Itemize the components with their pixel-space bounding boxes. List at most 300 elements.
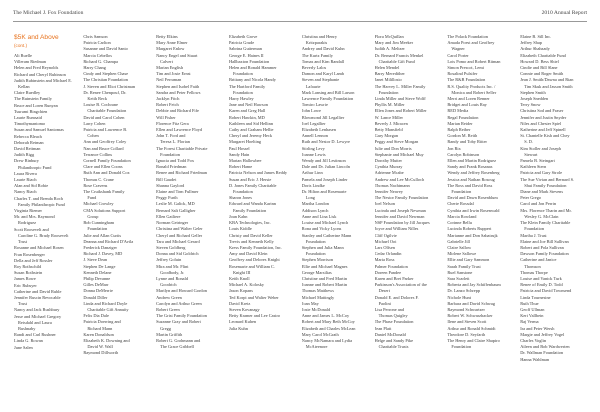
donor-name: Donna DeMerrie <box>83 288 113 294</box>
donor-name: Mirlene Sallowe <box>447 251 477 257</box>
donor-name: Ali Ruelle <box>14 53 32 58</box>
donor-name: Betty Elkins <box>156 34 178 39</box>
donor-name: Mr. and Mrs. Raymond <box>14 214 55 220</box>
donor-name: Renee of Emily D. Todd <box>520 282 563 288</box>
donor-name-continuation: Charitable Foundation <box>87 108 127 114</box>
donor-name: Leslie M. Galick, MD <box>156 201 195 207</box>
donor-name: George Marsilias <box>301 269 332 275</box>
donor-name-continuation: Caroline G. Brady Roosevelt <box>18 232 69 238</box>
donor-name: Flora McQuillan <box>374 34 404 39</box>
donor-name-continuation: Rodriguez <box>18 220 37 226</box>
donor-name: Joan May <box>301 300 319 306</box>
donor-name: Ellen Gatliere <box>156 213 181 219</box>
donor-name: Blowmond Jill Legallier <box>301 114 345 120</box>
donor-name: Thomas Thorpe <box>520 269 548 275</box>
donor-name: Dorothy Mutter <box>374 158 402 164</box>
donor-name: Cindie and Bill Slane <box>520 65 558 71</box>
donor-name: Larry Cohen <box>83 120 106 126</box>
donor-name: Linda G. Rowan <box>14 338 43 344</box>
donor-name: Joanne Lewis <box>301 151 326 157</box>
donor-name: Stirling Levy <box>301 145 325 151</box>
donor-name-continuation: Trust <box>18 239 28 245</box>
donor-name: Richard J. Davey, MD <box>83 251 123 257</box>
donor-name: Virginia Riemer <box>14 208 43 214</box>
donor-name-continuation: Trust <box>18 301 28 307</box>
donor-name: Suzanne Gray and Robert <box>156 319 201 325</box>
donor-name: Stephanie and Michael Muy <box>374 151 424 157</box>
donor-name: Tsurumi Bingchien <box>14 108 48 114</box>
donor-name: Cindy and Stephen Chase <box>83 71 129 77</box>
donor-name: Villeram Riedman <box>14 59 46 65</box>
donor-name: Lisa Perrone and <box>374 306 405 312</box>
donor-name: Karen and Greg Hall <box>228 108 266 114</box>
donor-name: Joan Kahn <box>228 213 248 219</box>
donor-name: Sandy Hain <box>228 151 250 157</box>
donor-name: Linda Miller and Steve Wolff <box>374 96 426 102</box>
donor-name: Dr. Lanzo Schrepp <box>447 288 481 294</box>
donor-name: Kress Family Foundation, Inc. <box>228 244 282 250</box>
donor-name: Jennifer and David Newman <box>374 213 425 219</box>
donor-name: Helen and Ronald Hammer <box>228 65 277 71</box>
donor-name: Elaine and Joe Bill Sullivan <box>520 238 569 244</box>
donor-name: The Sue Vivian and Bernard S. <box>520 176 575 182</box>
donor-name: Geoff Ullman <box>520 306 545 312</box>
donor-name-continuation: Reisdahl and Laura <box>18 319 52 325</box>
donor-name-continuation: Foundation <box>232 71 253 77</box>
donor-name: Susan and Eric J. Hersie <box>228 176 272 182</box>
donor-name: Sabrina Gutterman <box>228 46 262 52</box>
donor-name: Rebecca Bleach <box>14 133 42 139</box>
donor-name-continuation: McAteenore <box>305 344 328 350</box>
donor-name: Scott Roosevelt and <box>14 226 49 232</box>
donor-name: Ellie and Gary Sammon <box>447 257 490 263</box>
donor-name: Alan and Sid Robie <box>14 183 49 189</box>
donor-name: Thomas Nachtmann <box>374 182 410 188</box>
donor-name: Cynthia Murray <box>374 164 403 170</box>
donor-name: Sara Scarlett <box>447 275 470 281</box>
donor-name: Betty Mansfield <box>374 127 403 133</box>
donor-name: David and Carol Cohen <box>83 114 125 120</box>
donor-name: June Salen <box>14 344 33 350</box>
donor-name: Nan and Bruce Collard <box>83 145 124 151</box>
donor-name: Ralph Reiber <box>447 127 471 133</box>
donor-name: Martin Griffith <box>156 331 183 337</box>
donor-name-continuation: Desert <box>378 288 390 294</box>
donor-name: Debbie and Richard Fife <box>156 108 199 114</box>
donor-name: Jeffrey Goluin <box>156 257 182 263</box>
donor-name: Katherine and Jeff Spinell <box>520 127 566 133</box>
donor-name: Helen Mendel <box>374 65 400 71</box>
donor-name: Jeffrey Shap <box>520 40 542 46</box>
donor-name: Louise and Michael Lynch <box>301 220 349 226</box>
header-rule <box>13 21 587 22</box>
donor-name: Will Fisher <box>156 114 176 120</box>
report-title: 2010 Annual Report <box>541 10 587 16</box>
donor-name: Patricia and Gary Strole <box>520 170 563 176</box>
donor-name: Theodore D. Seyfarth <box>447 331 486 337</box>
donor-name: Bill Gaudet <box>156 176 177 182</box>
donor-name-continuation: Foundation <box>378 89 399 95</box>
donor-column <box>229 34 297 406</box>
donor-name: Bridget and Louis Ray <box>447 102 487 108</box>
donor-name: Ignacia and Todd Fox <box>156 158 194 164</box>
donor-name: Dale and Dr. Julian Lincoln <box>301 164 350 170</box>
donor-name: Mary and Jim Meeker <box>374 40 414 46</box>
donor-name: The Polack Foundation <box>447 34 488 39</box>
donor-name: Joseph Snedden <box>520 96 549 102</box>
section-heading: $5K and Above <box>14 34 59 41</box>
donor-name-continuation: Thomson <box>524 263 541 269</box>
donor-name: NSP Foundation by Jill Jacques <box>374 220 430 226</box>
donor-name: The Cruikshank Family <box>83 189 125 195</box>
donor-name-continuation: Foundation <box>451 189 472 195</box>
donor-name: Martha J. Trust <box>520 232 547 238</box>
donor-name: Jessica and Nathan Rosoug <box>447 176 495 182</box>
donor-name: Stanley and Catherine Mann <box>301 232 352 238</box>
donor-name: Kenneth Delane <box>83 269 112 275</box>
donor-name-continuation: Charitable Trusts <box>378 344 409 350</box>
donor-name: The Christian Foundation <box>83 77 128 83</box>
donor-name-continuation: Tim Skuk and Jasson Smith <box>524 83 573 89</box>
donor-name: The Phase Foundation <box>374 319 414 325</box>
donor-name: Julie and Don Morris <box>374 145 412 151</box>
donor-name: Joanne and Robert Martin <box>301 282 348 288</box>
donor-name: Claire Ruedley <box>14 90 41 96</box>
donor-name: Drew Rinbury <box>14 158 39 164</box>
donor-name: Marian Hallowbee <box>228 158 262 164</box>
donor-name: Linda and Richard Doyle <box>83 300 128 306</box>
donor-name: The Henry and Claire Shapiro <box>447 337 500 343</box>
donor-name: Roberta and Jay Schiffenbaum <box>447 282 501 288</box>
donor-name: Anne and James L. McCoy <box>301 313 350 319</box>
donor-name: Tara and Michael Gerard <box>156 238 200 244</box>
donor-name: Patricia and Lawrence B. <box>83 127 128 133</box>
donor-name-continuation: Kritzparakis <box>305 40 328 46</box>
donor-name-continuation: S. D. <box>524 139 534 145</box>
donor-name: Ira and Peter Wersh <box>520 325 555 331</box>
donor-name: Helge and Sandy Pike <box>374 337 414 343</box>
donor-name: Beverly Lalos <box>301 65 327 71</box>
donor-name: Mary Anne Elmer <box>156 40 188 46</box>
donor-name: Raymond Dillworth <box>83 350 119 356</box>
donor-name: Nancy and Jack Rushbury <box>14 307 60 313</box>
donor-name: Beverly J. Miracen <box>374 120 408 126</box>
donor-name: Merri and Loren Renner <box>447 96 490 102</box>
donor-column <box>83 34 151 406</box>
donor-name: Parkinson's Association of the <box>374 282 427 288</box>
donor-name: Gilles DeMarr <box>83 282 109 288</box>
donor-name: Harry Hawley <box>228 96 254 102</box>
donor-name: Louis Kiddle <box>228 226 252 232</box>
donor-name: George E. Haines II <box>228 52 264 58</box>
donor-name: Judith Rigg <box>14 152 35 158</box>
donor-name: Marcia Cebellos <box>83 52 112 58</box>
donor-name: Steven Goldberg <box>156 244 186 250</box>
donor-name: Ilene and Steven Scott <box>447 319 487 325</box>
donor-columns <box>14 34 588 406</box>
donor-name: Ellie and Michael Magnes <box>301 263 348 269</box>
donor-name: Andrey and David Kuhn <box>301 46 345 52</box>
donor-name: Hallbaxton Foundation <box>228 58 270 64</box>
donor-name: Louise and Vanick Turk <box>520 275 562 281</box>
donor-name: Bernard Salt Galligher <box>156 207 196 213</box>
donor-name: Robert W. Schwarzhacker <box>447 313 493 319</box>
donor-column <box>14 34 78 406</box>
donor-name: The Nestor Family Foundation <box>374 195 429 201</box>
donor-name: Wendy and Jeffrey Rosenberg <box>447 170 500 176</box>
donor-name: Anne and Lina Lisk <box>301 213 337 219</box>
donor-name: Robert Hame <box>228 164 253 170</box>
donor-name: Claire Sallow <box>447 244 472 250</box>
donor-name: Kim Stoller and Joseph <box>520 145 561 151</box>
donor-name: Karen Donaldson <box>83 331 114 337</box>
organization-name: The Michael J. Fox Foundation <box>13 10 84 16</box>
donor-name: RED Media <box>447 108 469 114</box>
donor-name: Dawson Family Foundation <box>520 251 569 257</box>
donor-name: Christy and David Keller <box>228 232 273 238</box>
donor-name: Lucinda Roberts Ruppert <box>447 226 492 232</box>
donor-name: Catherine and David Ruble <box>14 288 62 294</box>
donor-name: Lynne and Ronald <box>156 275 188 281</box>
donor-name: Nancy McNamara and Lydia <box>301 337 353 343</box>
donor-name: Michael Mattingly <box>301 294 335 300</box>
donor-name: Elaine B. Sill Inc. <box>520 34 552 39</box>
donor-name-continuation: Foundation <box>451 344 472 350</box>
donor-name-continuation: Goodbody, Jr. <box>160 269 185 275</box>
donor-name: Catherine and Janice <box>520 257 557 263</box>
donor-name: Ellen and Lawrence Floyd <box>156 127 203 133</box>
donor-name: Charles Voglin <box>520 337 546 343</box>
donor-name: Adrienne Mcabe <box>374 170 404 176</box>
donor-name: Julia Kuhn <box>228 325 248 331</box>
donor-name: Christine and Fred Martin <box>301 275 348 281</box>
donor-name: W. Lance Miller <box>374 114 404 120</box>
donor-name: Barbara and David Schwag <box>447 300 496 306</box>
donor-name: David and Dawn Rosenblum <box>447 195 498 201</box>
donor-name: Margie and Jeffrey Vogel <box>520 331 565 337</box>
section-subhead: (cont.) <box>14 43 28 48</box>
donor-name: Dr. Renee Chenpouf, Dr. <box>83 89 127 95</box>
donor-name: Donald Diller <box>83 294 108 300</box>
donor-name: Brittany and Nicola Handy <box>228 77 276 83</box>
donor-name: Jane and Neil Hawson <box>228 102 268 108</box>
donor-name: Elizabeth Grove <box>228 34 258 39</box>
donor-name: Susanne and David Santo <box>83 46 128 52</box>
donor-name: Lucinda and Joseph Newman <box>374 207 426 213</box>
donor-name: Sandra and Peter Fellows <box>156 89 201 95</box>
donor-name-continuation: Bushnaby <box>18 325 36 331</box>
donor-name: Helen and Fred Reynolds <box>14 65 59 71</box>
donor-name: Laurie Rumsaid <box>14 115 42 121</box>
donor-name: Lois Pomo and Robert Ritman <box>447 58 501 64</box>
donor-name: Laurie Riach <box>14 177 37 183</box>
donor-name: The Harvey L. Miller Family <box>374 83 426 89</box>
donor-name: Rosemarie and William C. <box>228 263 276 269</box>
donor-name: Sharon Jones <box>228 195 252 201</box>
donor-name: Joel Legallier <box>301 120 326 126</box>
donor-name: Raj Verma <box>520 319 539 325</box>
donor-name: Terrance Collins <box>83 151 113 157</box>
donor-name: Arthur Linn <box>301 170 323 176</box>
donor-name: Judith A. Meltzer <box>374 46 405 52</box>
donor-name: J. Steve Dean <box>83 257 108 263</box>
donor-name: The Kurtz Family <box>301 52 333 58</box>
donor-name: Cathy and Graham Hellie <box>228 127 274 133</box>
donor-name: Peggy and Steve Morgan <box>374 139 419 145</box>
donor-name: Felix Dia Dale <box>83 313 109 319</box>
donor-name: Shanna Gaylord <box>156 182 185 188</box>
donor-name: Harry Chang <box>83 65 106 71</box>
donor-name: Tomiro Lawrie <box>301 102 328 108</box>
donor-name: Ted Korpi and Walter Weber <box>228 294 279 300</box>
donor-name: Karen and Bret Parker <box>374 275 414 281</box>
donor-name: Niles and Chester Spiel <box>520 120 562 126</box>
donor-name: Stephen Smith <box>520 89 546 95</box>
donor-name: Michael Crowley <box>83 201 114 207</box>
donor-name: Amy and David Klein <box>228 251 268 257</box>
donor-column <box>520 34 588 406</box>
donor-name: The Grist Family Foundation <box>156 313 207 319</box>
donor-name: Stephen and Isobel Faith <box>156 83 200 89</box>
donor-name: Louise B. Cochrane <box>83 102 118 108</box>
donor-name: Dr. Bernard Francis Menkel <box>374 52 424 58</box>
donor-name: Terry Snow <box>520 102 541 108</box>
donor-name: Ronald Friedman <box>156 164 187 170</box>
donor-name: Kathleen and Sid Hellinn <box>228 120 273 126</box>
donor-name: Jean J. Smith/Dawna and Rian <box>520 77 574 83</box>
donor-name: Elizabeth Charitable Fund <box>520 52 566 58</box>
donor-name-continuation: Fund <box>87 195 97 201</box>
donor-name: Nichole Hunt <box>447 294 471 300</box>
donor-name: John T. Ford and <box>156 133 186 139</box>
donor-name: Maria Ross <box>374 257 395 263</box>
donor-name: Gabrielle Jill <box>447 238 470 244</box>
donor-name-continuation: Thomas Quigley <box>378 313 408 319</box>
donor-name: Hanna Wahlman <box>520 356 550 362</box>
donor-name: Arthur and Ronald Schmidt <box>447 325 496 331</box>
donor-name: Michael A. Kolosky <box>228 282 265 288</box>
donor-name: Jason Kopans <box>228 288 253 294</box>
donor-name: Tim and Josie Ernst <box>156 71 191 77</box>
donor-name: Mary Carol McGrath <box>301 331 339 337</box>
donor-name: Patricia Doerring and <box>83 319 121 325</box>
donor-name: Annell Lennon <box>301 133 328 139</box>
donor-name-continuation: Foundation <box>524 226 544 232</box>
donor-name: Cheryl and Jeremy Heck <box>228 133 273 139</box>
donor-name: David Kretz <box>228 300 251 306</box>
donor-name: Fran Rosenberger <box>14 251 45 257</box>
donor-name: Rona and Vicky Lyons <box>301 226 342 232</box>
donor-name: Stephen Morrison <box>301 257 334 263</box>
donor-name: Stephen De Lange <box>83 263 116 269</box>
donor-name: Gordon M. Reith <box>447 133 478 139</box>
donor-name: Rose Cravens <box>83 182 108 188</box>
donor-name: Marianne and Don Sabatrujk <box>447 232 498 238</box>
donor-name: Jacklyn Fitch <box>156 96 180 102</box>
donor-name: Cherie Rossdal <box>447 201 474 207</box>
donor-name-continuation: Calvert <box>160 58 173 64</box>
donor-name: Daniel McDonald <box>374 331 406 337</box>
donor-name: Josie McDonald <box>301 306 331 312</box>
donor-name: Barry Meredither <box>374 71 405 77</box>
donor-name: Keith Knoll <box>228 275 250 281</box>
donor-name: Ann and Geoffrey Coley <box>83 139 127 145</box>
donor-name: Trevis and Kenneth Kelly <box>228 238 274 244</box>
donor-name: Sarah Family Trust <box>447 263 481 269</box>
donor-name: Jon Rix <box>447 145 461 151</box>
donor-column <box>156 34 224 406</box>
donor-column <box>302 34 370 406</box>
donor-name: Margaret Enlow <box>156 46 185 52</box>
donor-name: Doreen Pandee <box>374 269 401 275</box>
donor-name: Laura Rivera <box>14 170 37 176</box>
donor-name: Kathleen Stern <box>520 164 547 170</box>
donor-name: Nancy Riach <box>14 189 37 195</box>
donor-name: Judith Rubinstein and Michael E. <box>14 77 73 83</box>
donor-name: Jennifer Neavey <box>374 189 403 195</box>
donor-name-continuation: Kellan <box>18 84 30 90</box>
donor-name-continuation: Wagner <box>451 46 465 52</box>
donor-name: Amada Poest and Geoffrey <box>447 40 495 46</box>
donor-name: Mark Lansing and Bill Larson <box>301 89 355 95</box>
donor-name: Florence Fitz Gera <box>156 120 189 126</box>
donor-name: Peggy Furth <box>156 195 178 201</box>
donor-name: Deanna and Richard D'Avila <box>83 238 134 244</box>
donor-name: Robert and Mary Beth McCoy <box>301 319 355 325</box>
donor-name: Elizabeth and Charles McLean <box>301 325 356 331</box>
donor-name: Robert Hawkin, MD <box>228 114 265 120</box>
donor-name: The Ruinstein Family <box>14 96 52 102</box>
donor-column <box>375 34 443 406</box>
donor-name: David Reitman <box>14 146 41 152</box>
donor-name-continuation: Goodrich <box>160 282 177 288</box>
donor-name: The Klein Family Charitable <box>520 220 571 226</box>
donor-name: Chris Samson <box>83 34 108 39</box>
donor-name: Randi and Carl Rushner <box>14 332 56 338</box>
donor-name: Regal Foundation <box>447 114 479 120</box>
donor-name: Patricia Carlton <box>83 40 111 46</box>
donor-name-continuation: Teresa L. Florian <box>160 139 190 145</box>
donor-name: Linda Tournesine <box>520 294 551 300</box>
donor-name-continuation: The Grace Gribbell <box>160 344 194 350</box>
donor-name: Frederick Danziger <box>83 244 117 250</box>
donor-name: Susan Rothstein <box>14 270 43 276</box>
donor-name: Diane and Mark Stevens <box>520 189 564 195</box>
donor-name: Charles T. and Brenda Roch <box>14 195 63 201</box>
donor-name: Addison Lynch <box>301 207 329 213</box>
donor-name: Raymond Schwartzer <box>447 306 485 312</box>
donor-name: Carolyn Robinson <box>447 151 480 157</box>
donor-name: J. Steven and Eliot Christman <box>83 83 136 89</box>
donor-name: Della and Jeff Rossler <box>14 257 53 263</box>
donor-name: Martha London <box>301 201 329 207</box>
donor-name: Dr. Wallman Foundation <box>520 350 564 356</box>
donor-name: Pamela B. Steingart <box>520 158 555 164</box>
donor-name: Tomas and Kim Randall <box>301 58 345 64</box>
donor-name: Doris Lindke <box>301 182 325 188</box>
donor-name: Peter Grego <box>520 195 542 201</box>
donor-name-continuation: Charitable Gift Fund <box>378 58 415 64</box>
donor-name: Nancy Engel and Stuart <box>156 52 198 58</box>
donor-name: Carolyn and Arthur Green <box>156 300 202 306</box>
donor-name: Christina and Walter Geler <box>156 226 203 232</box>
donor-name: Corinne Bellu <box>447 220 472 226</box>
donor-name: Howard D. Bess Shiel <box>520 58 559 64</box>
donor-name: Richard G. Champa <box>83 58 118 64</box>
donor-name: Leonard Kuhen <box>228 319 257 325</box>
donor-name-continuation: Family Foundation <box>232 207 267 213</box>
donor-name-continuation: Foundation <box>232 189 253 195</box>
